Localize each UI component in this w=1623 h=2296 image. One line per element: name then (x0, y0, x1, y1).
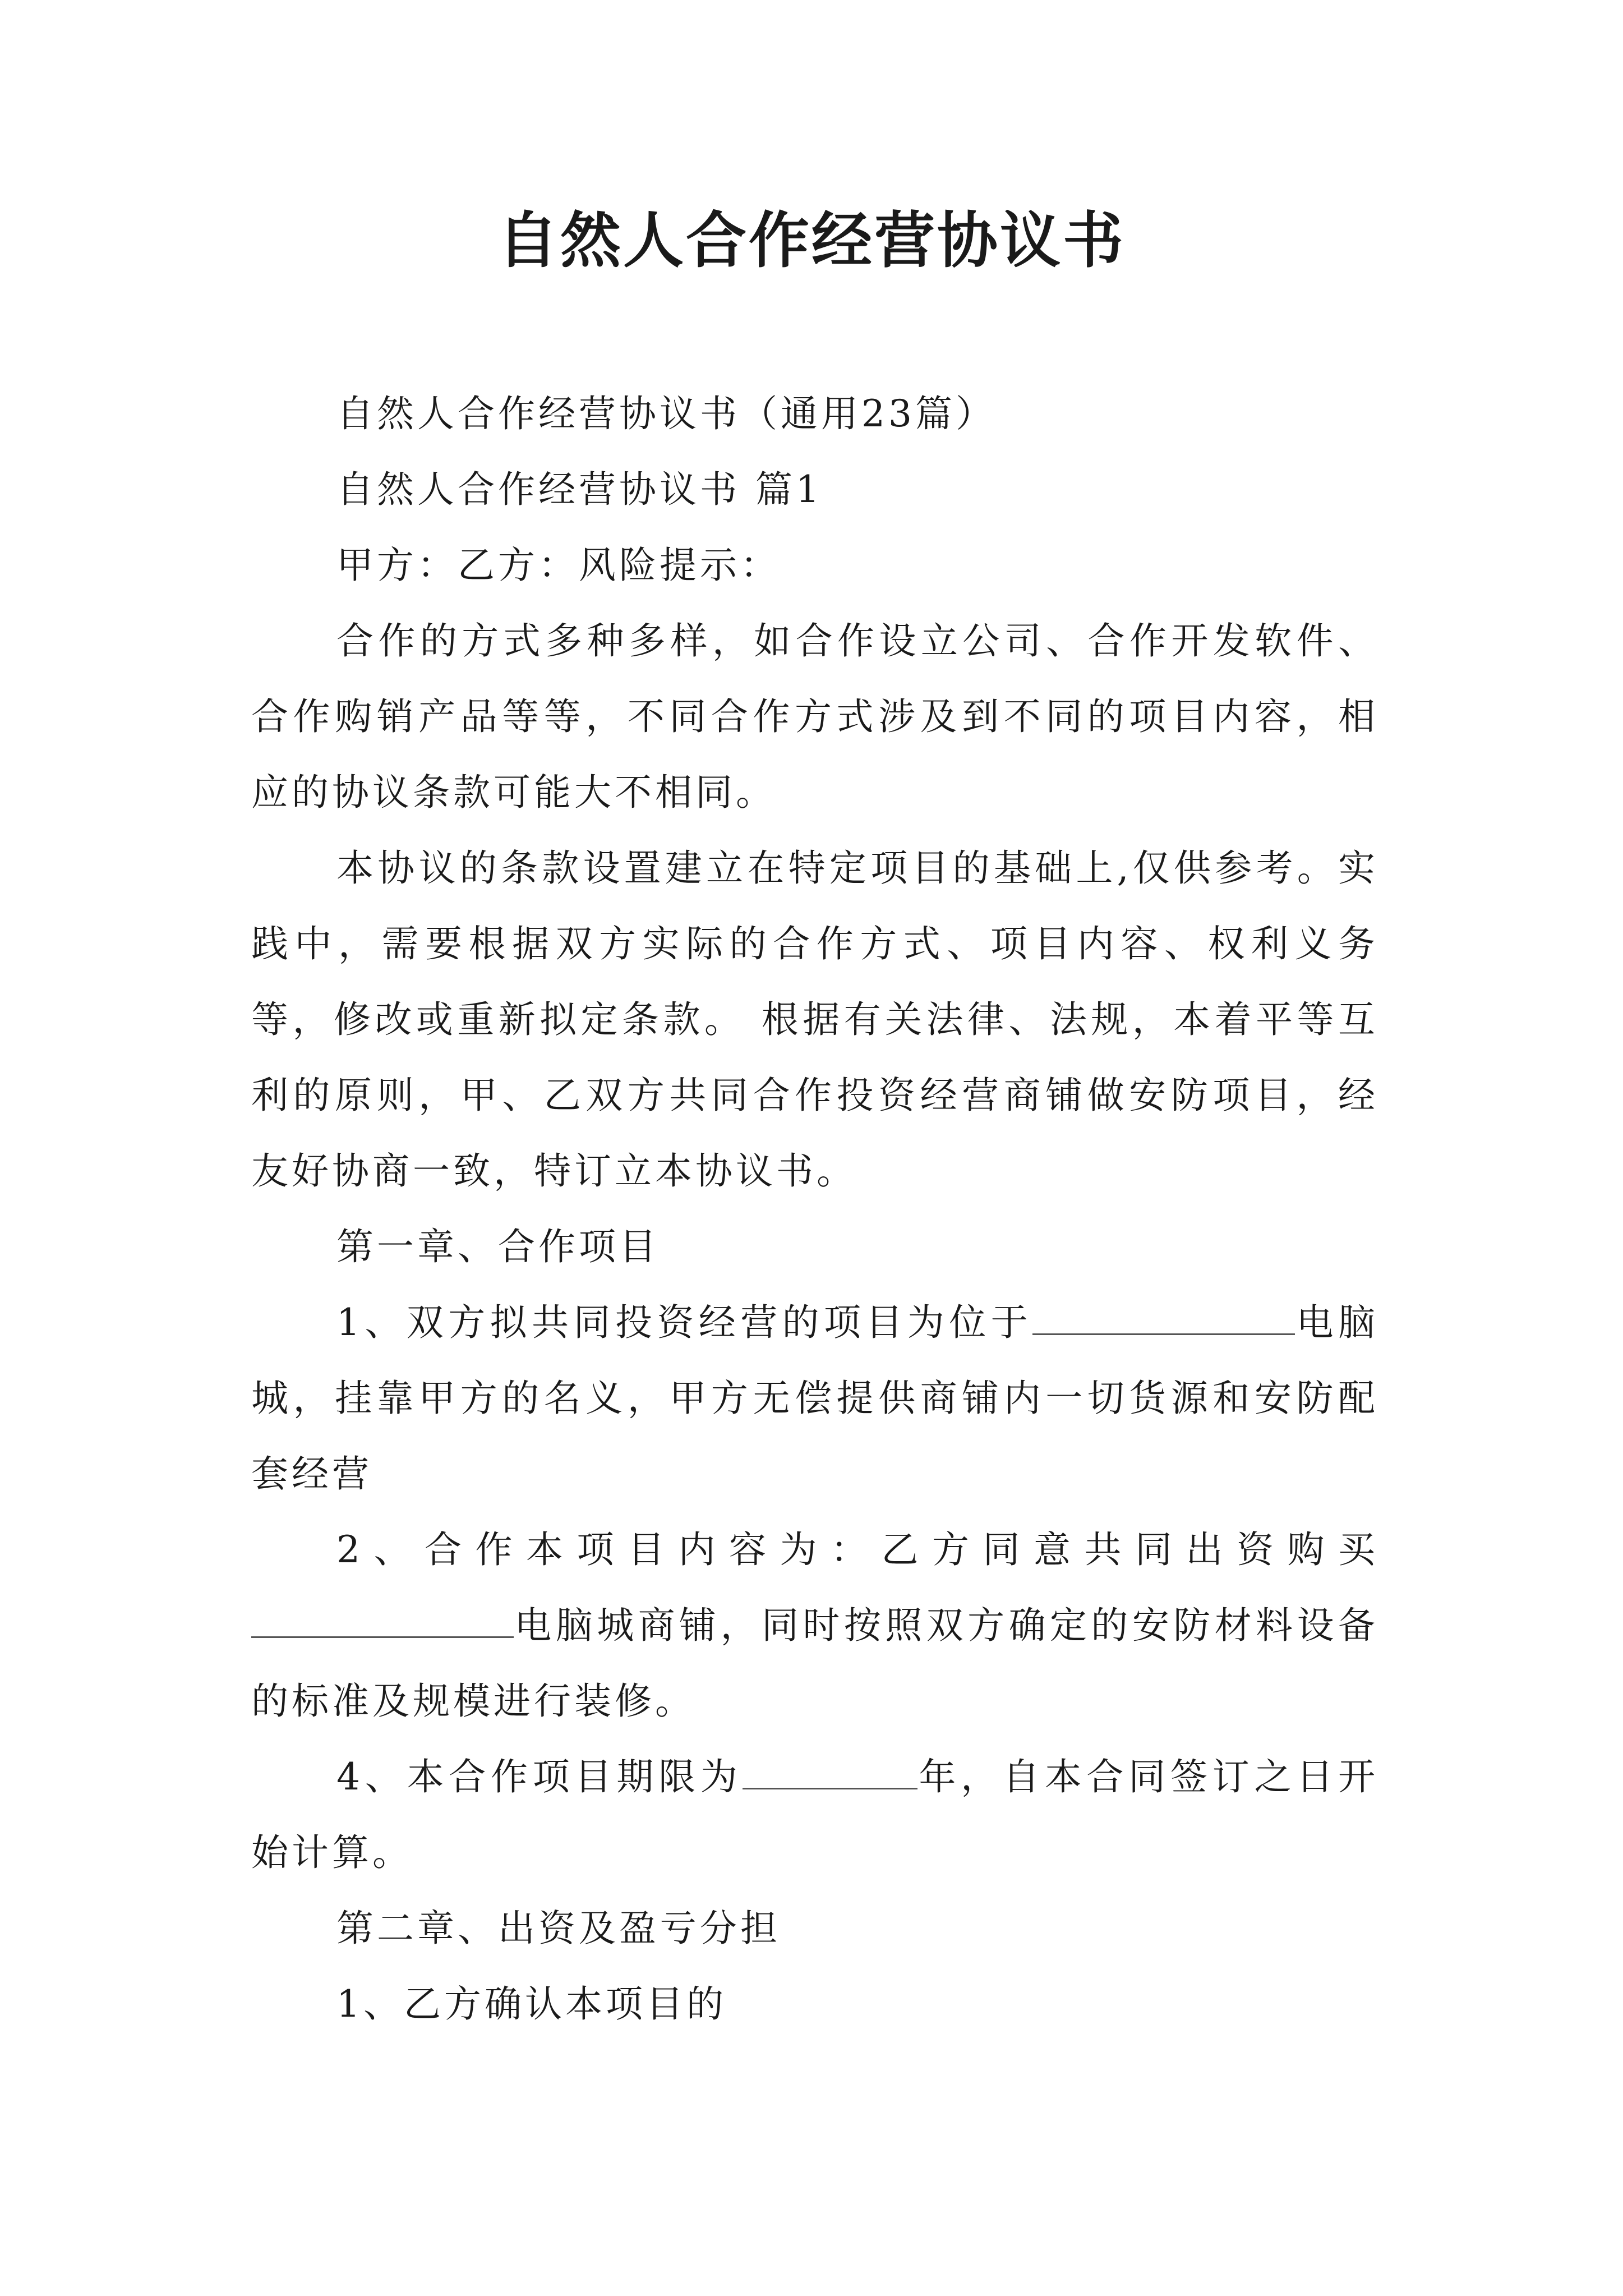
clause-text: 1、双方拟共同投资经营的项目为位于 (336, 1301, 1033, 1344)
clause-text: 电脑城商铺，同时按照双方确定的安防材料设备的标准及规模进行装修。 (251, 1604, 1378, 1723)
document-body (251, 376, 1378, 2042)
clause-1-2 (251, 1512, 1378, 1739)
clause-text: 电脑城，挂靠甲方的名义，甲方无偿提供商铺内一切货源和安防配套经营 (251, 1301, 1378, 1496)
paragraph-section-heading: 自然人合作经营协议书 篇1 (336, 468, 823, 511)
paragraph-subtitle: 自然人合作经营协议书（通用23篇） (336, 392, 996, 435)
clause-1-4 (251, 1739, 1378, 1890)
paragraph-parties: 甲方：乙方：风险提示： (336, 544, 781, 587)
chapter-heading-1: 第一章、合作项目 (336, 1225, 660, 1268)
clause-2-1: 1、乙方确认本项目的 (336, 1982, 727, 2026)
clause-text: 年，自本合同签订之日开始计算。 (251, 1755, 1379, 1874)
chapter-heading-2: 第二章、出资及盈亏分担 (336, 1907, 781, 1950)
paragraph-cooperation-methods: 合作的方式多种多样，如合作设立公司、合作开发软件、合作购销产品等等，不同合作方式涉及到不同的项目内容，相应的协议条款可能大不相同。 (251, 619, 1378, 814)
clause-text: 2、合作本项目内容为：乙方同意共同出资购买 (336, 1528, 1378, 1571)
paragraph-agreement-basis: 本协议的条款设置建立在特定项目的基础上,仅供参考。实践中，需要根据双方实际的合作方式、项目内容、权利义务等，修改或重新拟定条款。 根据有关法律、法规，本着平等互利的原则，甲、乙双方共同合作投资经营商铺做安防项目，经友好协商一致，特订立本协议书。 (251, 846, 1378, 1193)
document-title: 自然人合作经营协议书 (497, 206, 1126, 276)
clause-1-1 (251, 1285, 1378, 1512)
fill-blank-store (251, 1597, 514, 1638)
fill-blank-location (1032, 1294, 1295, 1335)
fill-blank-years (743, 1749, 917, 1789)
clause-text: 4、本合作项目期限为 (336, 1755, 743, 1798)
